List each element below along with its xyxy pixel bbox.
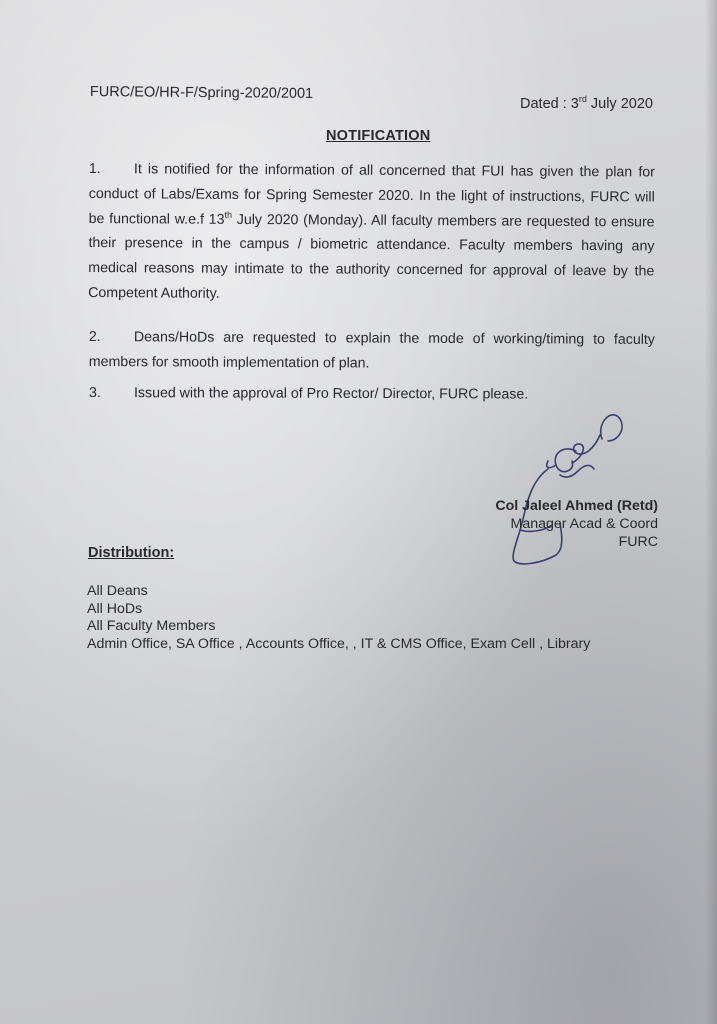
paragraph-number: 3. (88, 384, 101, 402)
distribution-item: All HoDs (87, 600, 143, 617)
notification-heading: NOTIFICATION (326, 128, 431, 144)
paragraph-number: 1. (88, 160, 101, 178)
distribution-item: All Faculty Members (87, 618, 216, 634)
signatory-title: Manager Acad & Coord (510, 516, 658, 532)
signatory-organization: FURC (618, 534, 658, 550)
document-date (520, 96, 653, 112)
paragraph-text-part-b: July 2020 (Monday). All faculty members are requested to ensure their presence in the campus / biometric attendance. Faculty members having any medical reasons may intimate to the authority concerned for approval of leave by the Competent Authority. (88, 211, 655, 302)
signatory-block (470, 497, 658, 551)
paragraph-3 (89, 381, 655, 408)
distribution-list (87, 583, 590, 653)
paragraph-text: Issued with the approval of Pro Rector/ Director, FURC please. (133, 385, 529, 403)
signatory-name: Col Jaleel Ahmed (Retd) (495, 498, 658, 514)
paragraph-text: Deans/HoDs are requested to explain the mode of working/timing to faculty members for smooth implementation of plan. (88, 329, 655, 372)
distribution-item: Admin Office, SA Office , Accounts Office, , IT & CMS Office, Exam Cell , Library (87, 635, 591, 652)
reference-number: FURC/EO/HR-F/Spring-2020/2001 (89, 84, 314, 102)
date-ordinal-suffix: th (224, 209, 233, 220)
paragraph-2 (89, 325, 655, 378)
date-prefix: Dated : 3 (520, 96, 579, 112)
paragraph-text-part-a: It is notified for the information of all concerned that FUI has given the plan for conduct of Labs/Exams for Spring Semester 2020. In the light of instructions, FURC will be functional w.e.f 13 (88, 161, 655, 228)
distribution-item: All Deans (87, 583, 148, 599)
date-ordinal-suffix: rd (578, 94, 587, 104)
date-rest: July 2020 (586, 96, 653, 112)
paragraph-1 (88, 157, 655, 309)
distribution-heading: Distribution: (88, 545, 175, 561)
paragraph-number: 2. (88, 328, 101, 346)
